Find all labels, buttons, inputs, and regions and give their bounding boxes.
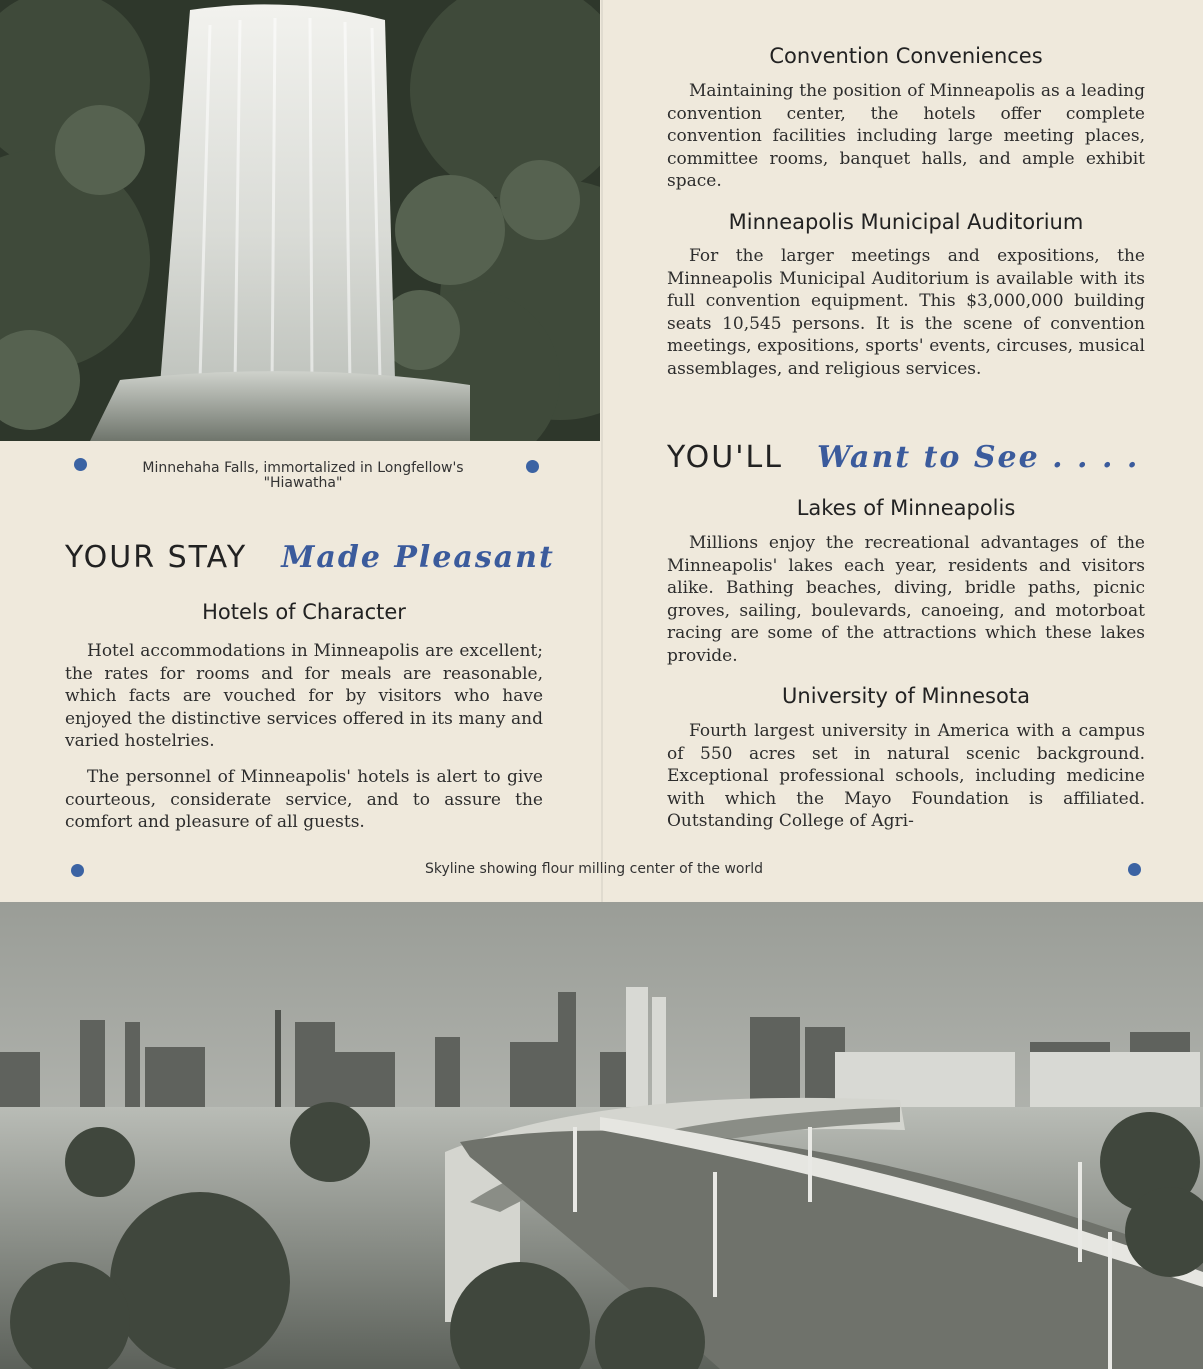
hotels-paragraph-2: The personnel of Minneapolis' hotels is alert to give courteous, considerate service, and to assure the comfort and pleasure of all guests. [65,767,543,832]
university-paragraph: Fourth largest university in America with a campus of 550 acres set in natural scenic background. Exceptional professional schools, including medicine with which the Mayo Foundation is affiliated. Outstanding College of Agri- [667,721,1145,831]
bullet-dot [1128,863,1141,876]
bullet-dot [74,458,87,471]
want-to-see-title-plain: YOU'LL [667,440,783,475]
want-to-see-title [667,440,1139,475]
auditorium-heading: Minneapolis Municipal Auditorium [728,210,1084,234]
want-to-see-title-accent: Want to See . . . . [816,440,1140,475]
minnehaha-falls-photo [0,0,600,441]
bullet-dot [71,864,84,877]
convention-paragraph: Maintaining the position of Minneapolis as a leading convention center, the hotels offer complete convention facilities including large meeting places, committee rooms, banquet halls, and ample exhibit space. [667,81,1145,191]
your-stay-title-plain: YOUR STAY [65,540,248,575]
hotels-heading: Hotels of Character [202,600,406,624]
convention-heading: Convention Conveniences [769,44,1043,68]
your-stay-title [65,540,555,575]
lakes-heading: Lakes of Minneapolis [796,496,1016,520]
university-heading: University of Minnesota [782,684,1030,708]
skyline-caption: Skyline showing flour milling center of the world [424,861,764,877]
hotels-paragraph-1: Hotel accommodations in Minneapolis are excellent; the rates for rooms and for meals are reasonable, which facts are vouched for by visitors who have enjoyed the distinctive services offered in its many and varied hostelries. [65,641,543,751]
your-stay-title-accent: Made Pleasant [281,540,555,575]
skyline-photo [0,902,1203,1369]
lakes-paragraph: Millions enjoy the recreational advantages of the Minneapolis' lakes each year, residents and visitors alike. Bathing beaches, diving, bridle paths, picnic groves, sailing, boulevards, canoeing, and motorboat racing are some of the attractions which these lakes provide. [667,533,1145,666]
falls-caption: Minnehaha Falls, immortalized in Longfellow's "Hiawatha" [142,460,464,491]
bullet-dot [526,460,539,473]
auditorium-paragraph: For the larger meetings and expositions, the Minneapolis Municipal Auditorium is available with its full convention equipment. This $3,000,000 building seats 10,545 persons. It is the scene of convention meetings, expositions, sports' events, circuses, musical assemblages, and religious services. [667,246,1145,379]
